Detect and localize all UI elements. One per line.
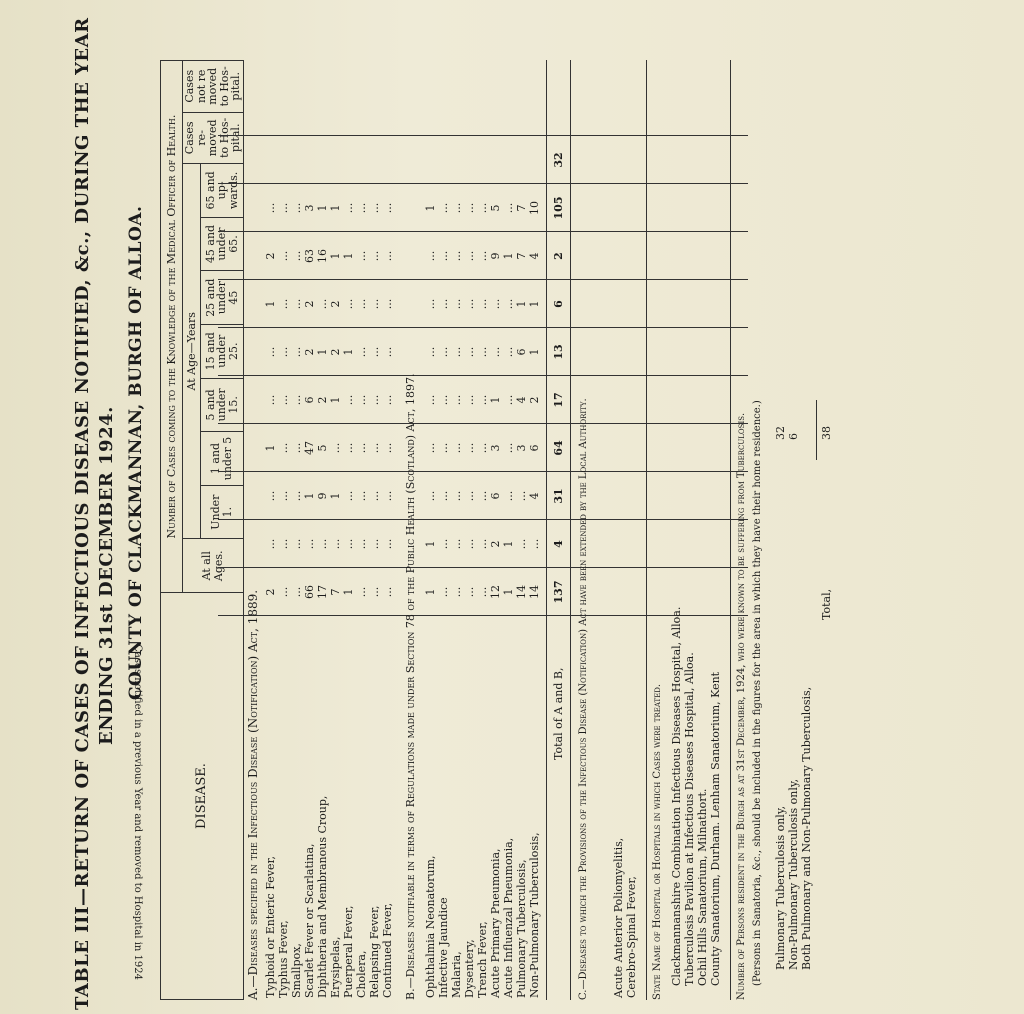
section-a-cell: 1 <box>303 492 316 500</box>
section-a-cell: ... <box>290 538 303 550</box>
section-b-cell: 4 <box>515 396 528 404</box>
section-a-cell: ... <box>355 346 368 358</box>
section-a-cell: ... <box>368 250 381 262</box>
section-b-cell: 9 <box>489 252 502 260</box>
hospital-line: Tuberculosis Pavilion at Infectious Diseases Hospital, Alloa. <box>683 652 696 986</box>
section-b-cell: ... <box>463 298 476 310</box>
section-a-cell: ... <box>316 298 329 310</box>
section-b-cell: 1 <box>424 588 437 596</box>
section-a-cell: 7 <box>329 588 342 596</box>
disease-row-label: Smallpox, <box>290 943 303 998</box>
section-a-cell: ... <box>368 346 381 358</box>
disease-row-label: Typhoid or Enteric Fever, <box>264 855 277 998</box>
section-a-cell: ... <box>290 442 303 454</box>
section-b-cell: ... <box>476 394 489 406</box>
section-a-cell: ... <box>368 586 381 598</box>
total-cell: 31 <box>552 488 565 504</box>
disease-row-label: Ophthalmia Neonatorum, <box>424 855 437 998</box>
section-a-cell: ... <box>342 298 355 310</box>
section-b-cell: ... <box>476 442 489 454</box>
section-b-cell: ... <box>463 442 476 454</box>
section-a-cell: 1 <box>316 204 329 212</box>
total-cell: 105 <box>552 196 565 220</box>
section-a-cell: 2 <box>264 588 277 596</box>
section-b-cell: ... <box>463 250 476 262</box>
title-line-2: ENDING 31st DECEMBER 1924. <box>96 406 117 745</box>
section-b-cell: 2 <box>528 396 541 404</box>
hospital-line: Clackmannanshire Combination Infectious Diseases Hospital, Alloa. <box>670 606 683 986</box>
residents-value: 6 <box>787 433 800 440</box>
hospital-line: County Sanatorium, Durham. Lenham Sanatorium, Kent <box>709 671 722 986</box>
title-line-3: COUNTY OF CLACKMANNAN, BURGH OF ALLOA. <box>126 205 146 700</box>
section-a-cell: ... <box>329 538 342 550</box>
section-b-cell: ... <box>424 298 437 310</box>
section-a-cell: ... <box>264 346 277 358</box>
section-b-cell: ... <box>437 298 450 310</box>
section-b-cell: ... <box>450 346 463 358</box>
disease-row-label: Typhus Fever, <box>277 920 290 998</box>
total-cell: 17 <box>552 392 565 408</box>
section-b-cell: 7 <box>515 204 528 212</box>
section-b-cell: 1 <box>515 300 528 308</box>
section-b-cell: ... <box>502 394 515 406</box>
section-b-cell: 1 <box>489 396 502 404</box>
section-a-cell: ... <box>368 538 381 550</box>
hospitals-heading: State Name of Hospital or Hospitals in which Cases were treated. <box>652 683 663 1000</box>
section-a-heading: A.—Diseases specified in the Infectious Disease (Notification) Act, 1889. <box>246 589 260 1000</box>
section-b-cell: ... <box>450 202 463 214</box>
section-a-cell: ... <box>290 394 303 406</box>
section-a-cell: ... <box>342 490 355 502</box>
section-a-cell: ... <box>381 202 394 214</box>
age-header: 65 and up-wards. <box>201 164 244 218</box>
disease-row-label: Infective Jaundice <box>437 897 450 998</box>
section-a-cell: ... <box>290 298 303 310</box>
section-a-cell: 1 <box>342 252 355 260</box>
section-b-cell: ... <box>450 298 463 310</box>
section-b-cell: ... <box>463 490 476 502</box>
section-a-cell: ... <box>355 490 368 502</box>
section-a-cell: 1 <box>329 252 342 260</box>
total-cell: 13 <box>552 344 565 360</box>
residents-note: (Persons in Sanatoria, &c., should be included in the figures for the area in which they have their home residence.) <box>752 400 763 986</box>
section-b-cell: ... <box>424 346 437 358</box>
section-a-cell: ... <box>355 298 368 310</box>
table-header <box>160 60 244 1000</box>
section-a-cell: 1 <box>264 444 277 452</box>
section-b-cell: ... <box>476 538 489 550</box>
section-b-cell: ... <box>502 202 515 214</box>
section-a-cell: 47 <box>303 441 316 455</box>
residents-row-label: Non-Pulmonary Tuberculosis only, <box>787 778 800 970</box>
section-a-cell: 1 <box>342 588 355 596</box>
section-a-cell: ... <box>277 442 290 454</box>
section-b-cell: ... <box>489 346 502 358</box>
section-a-cell: ... <box>368 394 381 406</box>
disease-row-label: Acute Primary Pneumonia, <box>489 848 502 998</box>
section-a-cell: 1 <box>329 492 342 500</box>
section-a-cell: ... <box>277 298 290 310</box>
disease-row-label: Diphtheria and Membranous Croup, <box>316 795 329 998</box>
section-b-cell: ... <box>450 250 463 262</box>
age-header: 25 and under 45 <box>201 271 244 325</box>
section-b-cell: ... <box>502 442 515 454</box>
section-b-cell: 10 <box>528 201 541 215</box>
residents-total: 38 <box>820 426 833 440</box>
disease-column-header: DISEASE. <box>161 593 244 1000</box>
age-header: 1 and under 5 <box>201 432 244 486</box>
section-b-cell: ... <box>437 346 450 358</box>
age-header: 15 and under 25. <box>201 324 244 378</box>
hospital-line: Ochil Hills Sanatorium, Milnathort. <box>696 788 709 986</box>
total-cell: 6 <box>552 300 565 308</box>
section-a-cell: ... <box>264 394 277 406</box>
age-header: 45 and under 65. <box>201 217 244 271</box>
section-a-cell: ... <box>277 346 290 358</box>
section-a-cell: ... <box>264 490 277 502</box>
disease-row-label: Scarlet Fever or Scarlatina, <box>303 843 316 998</box>
section-b-cell: 12 <box>489 585 502 599</box>
section-a-cell: ... <box>290 346 303 358</box>
section-b-cell: ... <box>515 538 528 550</box>
section-a-cell: 6 <box>303 396 316 404</box>
section-b-cell: ... <box>476 298 489 310</box>
section-a-cell: ... <box>355 586 368 598</box>
section-a-cell: ... <box>355 538 368 550</box>
section-b-cell: 1 <box>502 540 515 548</box>
section-b-cell: 1 <box>502 588 515 596</box>
section-a-cell: 16 <box>316 249 329 263</box>
section-a-cell: 2 <box>316 396 329 404</box>
section-b-cell: ... <box>502 346 515 358</box>
section-a-cell: ... <box>290 490 303 502</box>
section-a-cell: ... <box>290 586 303 598</box>
section-b-cell: 3 <box>489 444 502 452</box>
section-a-cell: ... <box>368 202 381 214</box>
section-a-cell: ... <box>381 298 394 310</box>
section-a-cell: ... <box>355 202 368 214</box>
section-a-cell: ... <box>342 538 355 550</box>
section-b-cell: ... <box>463 586 476 598</box>
section-b-cell: 6 <box>515 348 528 356</box>
section-a-cell: ... <box>277 250 290 262</box>
section-a-cell: ... <box>381 586 394 598</box>
section-a-cell: ... <box>342 394 355 406</box>
disease-row-label: Trench Fever, <box>476 921 489 998</box>
section-b-cell: ... <box>463 346 476 358</box>
section-a-cell: 17 <box>316 585 329 599</box>
section-b-cell: 4 <box>528 492 541 500</box>
section-a-cell: 2 <box>329 300 342 308</box>
section-b-cell: 6 <box>489 492 502 500</box>
section-a-cell: 9 <box>316 492 329 500</box>
section-a-cell: 5 <box>316 444 329 452</box>
section-a-cell: ... <box>368 490 381 502</box>
section-a-cell: ... <box>264 202 277 214</box>
section-a-cell: 1 <box>264 300 277 308</box>
disease-row-label: Dysentery, <box>463 939 476 998</box>
section-b-cell: 3 <box>515 444 528 452</box>
section-a-cell: ... <box>329 442 342 454</box>
section-b-cell: 14 <box>528 585 541 599</box>
section-b-cell: ... <box>515 490 528 502</box>
section-a-cell: ... <box>381 490 394 502</box>
section-a-cell: ... <box>342 202 355 214</box>
section-a-cell: ... <box>264 538 277 550</box>
section-b-cell: ... <box>463 394 476 406</box>
disease-row-label: Cerebro-Spinal Fever, <box>625 876 638 998</box>
section-a-cell: ... <box>277 394 290 406</box>
total-cell: 137 <box>552 580 565 604</box>
section-b-cell: ... <box>450 538 463 550</box>
section-a-cell: ... <box>277 202 290 214</box>
section-a-cell: 2 <box>303 300 316 308</box>
section-b-cell: 7 <box>515 252 528 260</box>
section-b-cell: ... <box>476 490 489 502</box>
section-b-cell: ... <box>502 490 515 502</box>
section-a-cell: ... <box>355 250 368 262</box>
disease-row-label: Puerperal Fever, <box>342 905 355 998</box>
total-cell: 64 <box>552 440 565 456</box>
section-b-cell: ... <box>450 394 463 406</box>
section-b-cell: 14 <box>515 585 528 599</box>
section-a-cell: ... <box>277 490 290 502</box>
section-b-cell: ... <box>437 490 450 502</box>
section-b-cell: ... <box>463 202 476 214</box>
section-b-cell: ... <box>489 298 502 310</box>
section-a-cell: ... <box>381 394 394 406</box>
section-b-cell: ... <box>437 394 450 406</box>
section-b-cell: ... <box>437 538 450 550</box>
at-age-header: At Age—Years <box>183 164 201 539</box>
section-a-cell: ... <box>303 538 316 550</box>
section-b-cell: ... <box>502 298 515 310</box>
section-b-cell: ... <box>476 586 489 598</box>
section-b-cell: ... <box>528 538 541 550</box>
residents-heading: Number of Persons resident in the Burgh as at 31st December, 1924, who were known to be suffering from Tuberculosis. <box>736 412 747 1000</box>
residents-value: 32 <box>774 426 787 440</box>
section-a-cell: ... <box>316 538 329 550</box>
section-a-cell: 2 <box>264 252 277 260</box>
section-a-cell: ... <box>342 442 355 454</box>
section-b-cell: ... <box>424 250 437 262</box>
disease-row-label: Continued Fever, <box>381 902 394 998</box>
section-a-cell: ... <box>277 538 290 550</box>
section-b-cell: ... <box>437 250 450 262</box>
section-a-cell: 2 <box>329 348 342 356</box>
section-b-cell: 1 <box>528 300 541 308</box>
disease-row-label: Acute Anterior Poliomyelitis, <box>612 837 625 998</box>
section-b-cell: ... <box>450 586 463 598</box>
removed-header: Cases re-moved to Hos-pital. <box>183 112 244 164</box>
section-b-cell: ... <box>437 202 450 214</box>
section-a-cell: ... <box>355 394 368 406</box>
section-b-cell: ... <box>476 202 489 214</box>
inverted-header-note: Cases notified in a previous Year and removed to Hospital in 1924 <box>132 644 143 980</box>
section-b-cell: 4 <box>528 252 541 260</box>
section-b-cell: ... <box>450 442 463 454</box>
residents-row-label: Pulmonary Tuberculosis only, <box>774 805 787 970</box>
section-b-cell: ... <box>424 442 437 454</box>
section-a-cell: ... <box>381 538 394 550</box>
disease-row-label: Cholera, <box>355 950 368 998</box>
section-b-cell: ... <box>476 346 489 358</box>
disease-row-label: Relapsing Fever, <box>368 905 381 998</box>
section-b-cell: 1 <box>424 540 437 548</box>
total-cell: 4 <box>552 540 565 548</box>
section-b-cell: 5 <box>489 204 502 212</box>
disease-row-label: Malaria, <box>450 951 463 998</box>
residents-row-label: Both Pulmonary and Non-Pulmonary Tuberculosis, <box>800 686 813 970</box>
section-b-cell: ... <box>450 490 463 502</box>
section-a-cell: ... <box>355 442 368 454</box>
section-b-cell: ... <box>463 538 476 550</box>
section-b-cell: 6 <box>528 444 541 452</box>
disease-row-label: Erysipelas, <box>329 936 342 998</box>
section-b-heading: B.—Diseases notifiable in terms of Regulations made under Section 78 of the Public Health (Scotland) Act, 1897. <box>404 373 417 1000</box>
section-a-cell: ... <box>368 442 381 454</box>
disease-row-label: Acute Influenzal Pneumonia, <box>502 837 515 998</box>
section-a-cell: ... <box>290 202 303 214</box>
total-row-label: Total of A and B, <box>552 667 565 760</box>
section-b-cell: ... <box>437 442 450 454</box>
section-a-cell: ... <box>277 586 290 598</box>
residents-total-label: Total, <box>820 588 833 620</box>
age-header: 5 and under 15. <box>201 378 244 432</box>
age-header: Under 1. <box>201 485 244 539</box>
section-a-cell: 66 <box>303 585 316 599</box>
section-a-cell: ... <box>381 346 394 358</box>
section-b-cell: 1 <box>528 348 541 356</box>
section-a-cell: ... <box>290 250 303 262</box>
disease-row-label: Pulmonary Tuberculosis, <box>515 859 528 998</box>
section-a-cell: 2 <box>303 348 316 356</box>
title-line-1: TABLE III—RETURN OF CASES OF INFECTIOUS DISEASE NOTIFIED, &c., DURING THE YEAR <box>72 17 93 1010</box>
section-b-cell: 1 <box>424 204 437 212</box>
section-a-cell: ... <box>368 298 381 310</box>
section-a-cell: 1 <box>329 396 342 404</box>
section-b-cell: ... <box>476 250 489 262</box>
group-header: Number of Cases coming to the Knowledge of the Medical Officer of Health. <box>161 61 183 593</box>
disease-row-label: Non-Pulmonary Tuberculosis, <box>528 832 541 998</box>
section-b-cell: ... <box>424 394 437 406</box>
section-a-cell: ... <box>381 442 394 454</box>
section-a-cell: 63 <box>303 249 316 263</box>
section-a-cell: 1 <box>329 204 342 212</box>
section-b-cell: ... <box>424 490 437 502</box>
section-b-cell: ... <box>437 586 450 598</box>
section-b-cell: 1 <box>502 252 515 260</box>
section-a-cell: 1 <box>316 348 329 356</box>
total-cell: 2 <box>552 252 565 260</box>
section-a-cell: ... <box>381 250 394 262</box>
section-a-cell: 3 <box>303 204 316 212</box>
section-a-cell: 1 <box>342 348 355 356</box>
section-b-cell: 2 <box>489 540 502 548</box>
total-cell: 32 <box>552 152 565 168</box>
not-removed-header: Cases not re moved to Hos-pital. <box>183 61 244 113</box>
all-ages-header: At all Ages. <box>183 539 244 593</box>
section-c-heading: C.—Diseases to which the Provisions of the Infectious Disease (Notification) Act have been extended by the Local Authority. <box>578 398 589 1000</box>
